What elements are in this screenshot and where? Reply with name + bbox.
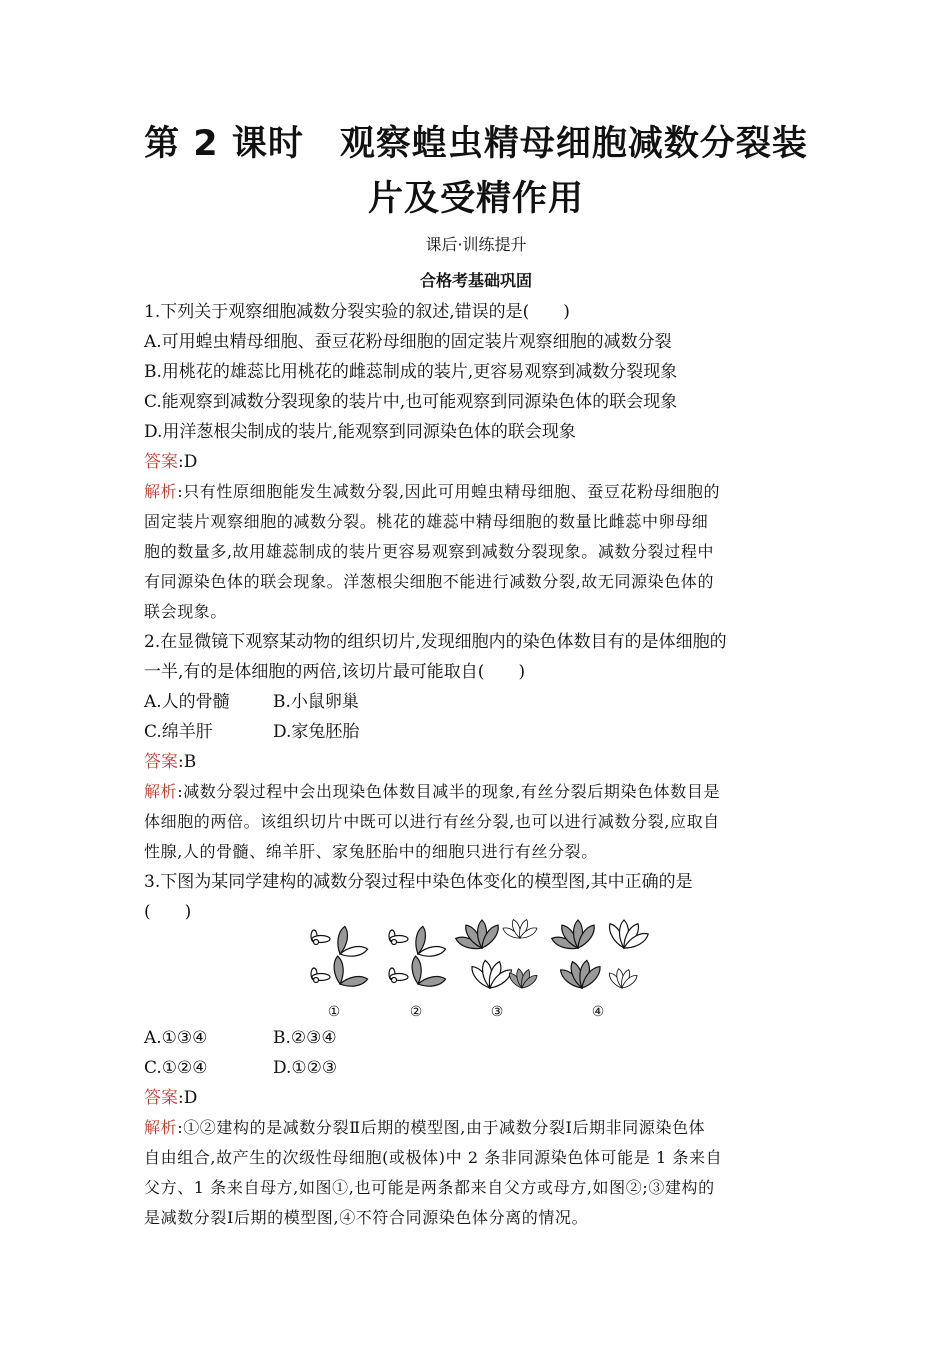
q2-answer-value: :B: [178, 752, 197, 772]
figure-1-model: [311, 926, 368, 989]
q1-explain-line: 固定装片观察细胞的减数分裂。桃花的雄蕊中精母细胞的数量比雌蕊中卵母细: [144, 512, 709, 531]
answer-label: 答案: [144, 1088, 178, 1108]
subsection-heading: 合格考基础巩固: [419, 271, 532, 290]
q1-option-d: D.用洋葱根尖制成的装片,能观察到同源染色体的联会现象: [144, 422, 576, 442]
figure-2-model: [389, 926, 446, 989]
q3-option-d: D.①②③: [273, 1058, 338, 1078]
q3-option-c: C.①②④: [144, 1058, 208, 1078]
q3-explain-text: :①②建构的是减数分裂Ⅱ后期的模型图,由于减数分裂Ⅰ后期非同源染色体: [177, 1118, 706, 1137]
explain-label: 解析: [144, 482, 178, 501]
q3-explain-line: [144, 1118, 705, 1138]
q2-option-c: C.绵羊肝: [144, 722, 213, 742]
figure-label-4: ④: [591, 1004, 605, 1020]
page-title-line-2: 片及受精作用: [367, 179, 584, 219]
q1-explain-text: :只有性原细胞能发生减数分裂,因此可用蝗虫精母细胞、蚕豆花粉母细胞的: [177, 482, 721, 501]
q3-option-b: B.②③④: [273, 1028, 337, 1048]
q1-explain-line: 联会现象。: [144, 602, 228, 621]
answer-label: 答案: [144, 752, 178, 772]
figure-label-2: ②: [409, 1004, 423, 1020]
q3-stem-line-2: ( ): [144, 902, 192, 922]
q1-stem: 1.下列关于观察细胞减数分裂实验的叙述,错误的是( ): [144, 302, 570, 322]
figure-3-model: [454, 919, 539, 992]
answer-label: 答案: [144, 452, 178, 472]
figure-label-3: ③: [490, 1004, 504, 1020]
q2-explain-line: 体细胞的两倍。该组织切片中既可以进行有丝分裂,也可以进行减数分裂,应取自: [144, 812, 720, 831]
q3-stem-line-1: 3.下图为某同学建构的减数分裂过程中染色体变化的模型图,其中正确的是: [144, 872, 693, 892]
figure-4-model: [550, 920, 650, 991]
q3-option-a: A.①③④: [144, 1028, 208, 1048]
q3-explain-line: 父方、1 条来自母方,如图①,也可能是两条都来自父方或母方,如图②;③建构的: [144, 1178, 715, 1197]
q2-stem-line-1: 2.在显微镜下观察某动物的组织切片,发现细胞内的染色体数目有的是体细胞的: [144, 632, 727, 652]
figure-label-1: ①: [327, 1004, 341, 1020]
explain-label: 解析: [144, 1118, 178, 1137]
q1-explain-line: 有同源染色体的联会现象。洋葱根尖细胞不能进行减数分裂,故无同源染色体的: [144, 572, 715, 591]
q1-explain-line: 胞的数量多,故用雄蕊制成的装片更容易观察到减数分裂现象。减数分裂过程中: [144, 542, 715, 561]
q2-stem-line-2: 一半,有的是体细胞的两倍,该切片最可能取自( ): [144, 662, 526, 682]
q2-option-d: D.家兔胚胎: [273, 722, 360, 742]
q1-answer-value: :D: [178, 452, 198, 472]
q1-explain-line: [144, 482, 720, 502]
section-heading: 课后·训练提升: [425, 235, 527, 254]
q2-answer: [144, 752, 196, 772]
q2-explain-line: [144, 782, 720, 802]
explain-label: 解析: [144, 782, 178, 801]
q3-explain-line: 是减数分裂Ⅰ后期的模型图,④不符合同源染色体分离的情况。: [144, 1208, 589, 1227]
q1-option-b: B.用桃花的雄蕊比用桃花的雌蕊制成的装片,更容易观察到减数分裂现象: [144, 362, 678, 382]
q2-explain-line: 性腺,人的骨髓、绵羊肝、家兔胚胎中的细胞只进行有丝分裂。: [144, 842, 598, 861]
q2-option-b: B.小鼠卵巢: [273, 692, 359, 712]
page-title-line-1: 第 2 课时 观察蝗虫精母细胞减数分裂装: [144, 124, 808, 164]
q3-answer-value: :D: [178, 1088, 198, 1108]
q3-answer: [144, 1088, 197, 1108]
q1-option-a: A.可用蝗虫精母细胞、蚕豆花粉母细胞的固定装片观察细胞的减数分裂: [144, 332, 672, 352]
q3-explain-line: 自由组合,故产生的次级性母细胞(或极体)中 2 条非同源染色体可能是 1 条来自: [144, 1148, 723, 1167]
q2-explain-text: :减数分裂过程中会出现染色体数目减半的现象,有丝分裂后期染色体数目是: [177, 782, 721, 801]
q1-option-c: C.能观察到减数分裂现象的装片中,也可能观察到同源染色体的联会现象: [144, 392, 678, 412]
q2-option-a: A.人的骨髓: [144, 692, 230, 712]
chromosome-model-figure: [300, 918, 660, 1022]
q1-answer: [144, 452, 197, 472]
